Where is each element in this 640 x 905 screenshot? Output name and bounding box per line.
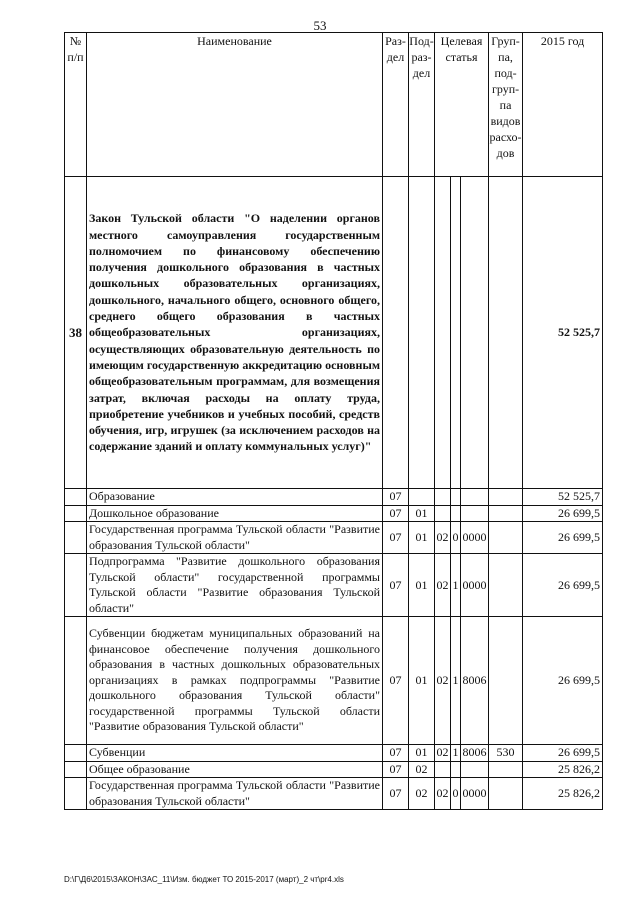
row-target-subprogram: 0 [451, 778, 461, 810]
rows-body [65, 489, 603, 810]
row-razdel: 07 [383, 761, 409, 778]
table-row [65, 505, 603, 522]
row-name: Субвенции [87, 745, 383, 762]
row-expense-group [489, 617, 523, 745]
row-expense-group [489, 522, 523, 554]
row-expense-group [489, 761, 523, 778]
row-podrazdel: 01 [409, 554, 435, 617]
row-target-program: 02 [435, 778, 451, 810]
row-name: Подпрограмма "Развитие дошкольного образования Тульской области" государственной программы Тульской области "Развитие образования Тульской области" [87, 554, 383, 617]
row-expense-group [489, 778, 523, 810]
row-target-code [461, 489, 489, 506]
table-row [65, 617, 603, 745]
row-podrazdel: 02 [409, 761, 435, 778]
col-num-header: № п/п [65, 33, 87, 177]
row-number-empty [65, 761, 87, 778]
cell-empty [409, 177, 435, 489]
row-number-empty [65, 489, 87, 506]
row-name: Государственная программа Тульской области "Развитие образования Тульской области" [87, 522, 383, 554]
row-podrazdel: 01 [409, 745, 435, 762]
col-podrazdel-header: Под-раз-дел [409, 33, 435, 177]
row-target-program [435, 505, 451, 522]
row-expense-group [489, 505, 523, 522]
row-target-code: 0000 [461, 554, 489, 617]
row-podrazdel: 01 [409, 505, 435, 522]
row-number-empty [65, 522, 87, 554]
row-podrazdel: 01 [409, 617, 435, 745]
row-number-empty [65, 617, 87, 745]
row-razdel: 07 [383, 522, 409, 554]
law-amount: 52 525,7 [523, 177, 603, 489]
row-number-empty [65, 554, 87, 617]
cell-empty [383, 177, 409, 489]
row-amount: 25 826,2 [523, 778, 603, 810]
row-expense-group [489, 554, 523, 617]
row-expense-group [489, 489, 523, 506]
row-number-empty [65, 778, 87, 810]
budget-table [64, 32, 603, 810]
row-razdel: 07 [383, 554, 409, 617]
cell-empty [451, 177, 461, 489]
row-amount: 26 699,5 [523, 617, 603, 745]
row-target-program: 02 [435, 554, 451, 617]
row-target-program: 02 [435, 522, 451, 554]
row-target-code: 8006 [461, 745, 489, 762]
col-razdel-header: Раз-дел [383, 33, 409, 177]
row-name: Субвенции бюджетам муниципальных образований на финансовое обеспечение получения дошкольного образования в частных дошкольных образовательных организациях в рамках подпрограммы "Развитие дошкольного образования Тульской области" государственной программы Тульской области "Развитие образования Тульской области" [87, 617, 383, 745]
row-expense-group: 530 [489, 745, 523, 762]
table-row [65, 761, 603, 778]
row-target-subprogram: 0 [451, 522, 461, 554]
law-title: Закон Тульской области "О наделении органов местного самоуправления государственным полномочием по финансовому обеспечению получения дошкольного образования в частных дошкольных образовательных организациях, дошкольного, начального общего, основного общего, среднего общего образования в частных общеобразовательных организациях, осуществляющих образовательную деятельность по имеющим государственную аккредитацию основным общеобразовательным программам, для возмещения затрат, включая расходы на оплату труда, приобретение учебников и учебных пособий, средств обучения, игр, игрушек (за исключением расходов на содержание зданий и оплату коммунальных услуг)" [87, 177, 383, 489]
row-razdel: 07 [383, 778, 409, 810]
col-year-header: 2015 год [523, 33, 603, 177]
col-target-header: Целевая статья [435, 33, 489, 177]
table-row [65, 554, 603, 617]
col-name-header: Наименование [87, 33, 383, 177]
row-podrazdel: 01 [409, 522, 435, 554]
row-razdel: 07 [383, 745, 409, 762]
row-target-code [461, 505, 489, 522]
row-name: Дошкольное образование [87, 505, 383, 522]
row-amount: 52 525,7 [523, 489, 603, 506]
row-name: Общее образование [87, 761, 383, 778]
row-name: Государственная программа Тульской области "Развитие образования Тульской области" [87, 778, 383, 810]
header-row [65, 33, 603, 177]
row-target-code: 0000 [461, 522, 489, 554]
row-number-empty [65, 505, 87, 522]
row-amount: 26 699,5 [523, 522, 603, 554]
law-row [65, 177, 603, 489]
row-target-subprogram: 1 [451, 554, 461, 617]
row-number: 38 [65, 177, 87, 489]
row-podrazdel: 02 [409, 778, 435, 810]
row-podrazdel [409, 489, 435, 506]
row-target-program [435, 489, 451, 506]
row-target-subprogram: 1 [452, 745, 459, 760]
row-target-program: 02 [436, 745, 449, 760]
row-target-subprogram [451, 761, 461, 778]
row-amount: 26 699,5 [523, 745, 603, 762]
row-name: Образование [87, 489, 383, 506]
cell-empty [435, 177, 451, 489]
row-razdel: 07 [383, 505, 409, 522]
page-number: 53 [313, 18, 327, 33]
row-amount: 26 699,5 [523, 505, 603, 522]
table-row [65, 745, 603, 762]
row-amount: 26 699,5 [523, 554, 603, 617]
row-number-empty [65, 745, 87, 762]
table-row [65, 522, 603, 554]
row-amount: 25 826,2 [523, 761, 603, 778]
table-row [65, 778, 603, 810]
row-target-code: 8006 [461, 617, 489, 745]
row-target-code [461, 761, 489, 778]
row-target-program [435, 761, 451, 778]
col-group-header: Груп-па, под-груп-па видов расхо-дов [489, 33, 523, 177]
table-row [65, 489, 603, 506]
row-target-code: 0000 [461, 778, 489, 810]
cell-empty [461, 177, 489, 489]
row-target-subprogram [451, 505, 461, 522]
cell-empty [489, 177, 523, 489]
row-target-subprogram [451, 489, 461, 506]
row-target-program: 02 [435, 617, 451, 745]
row-target-subprogram: 1 [451, 617, 461, 745]
row-razdel: 07 [383, 489, 409, 506]
row-razdel: 07 [383, 617, 409, 745]
file-path-footer: D:\Г\Д6\2015\ЗАКОН\ЗАС_11\Изм. бюджет ТО 2015-2017 (март)_2 чт\pr4.xls [64, 875, 344, 884]
